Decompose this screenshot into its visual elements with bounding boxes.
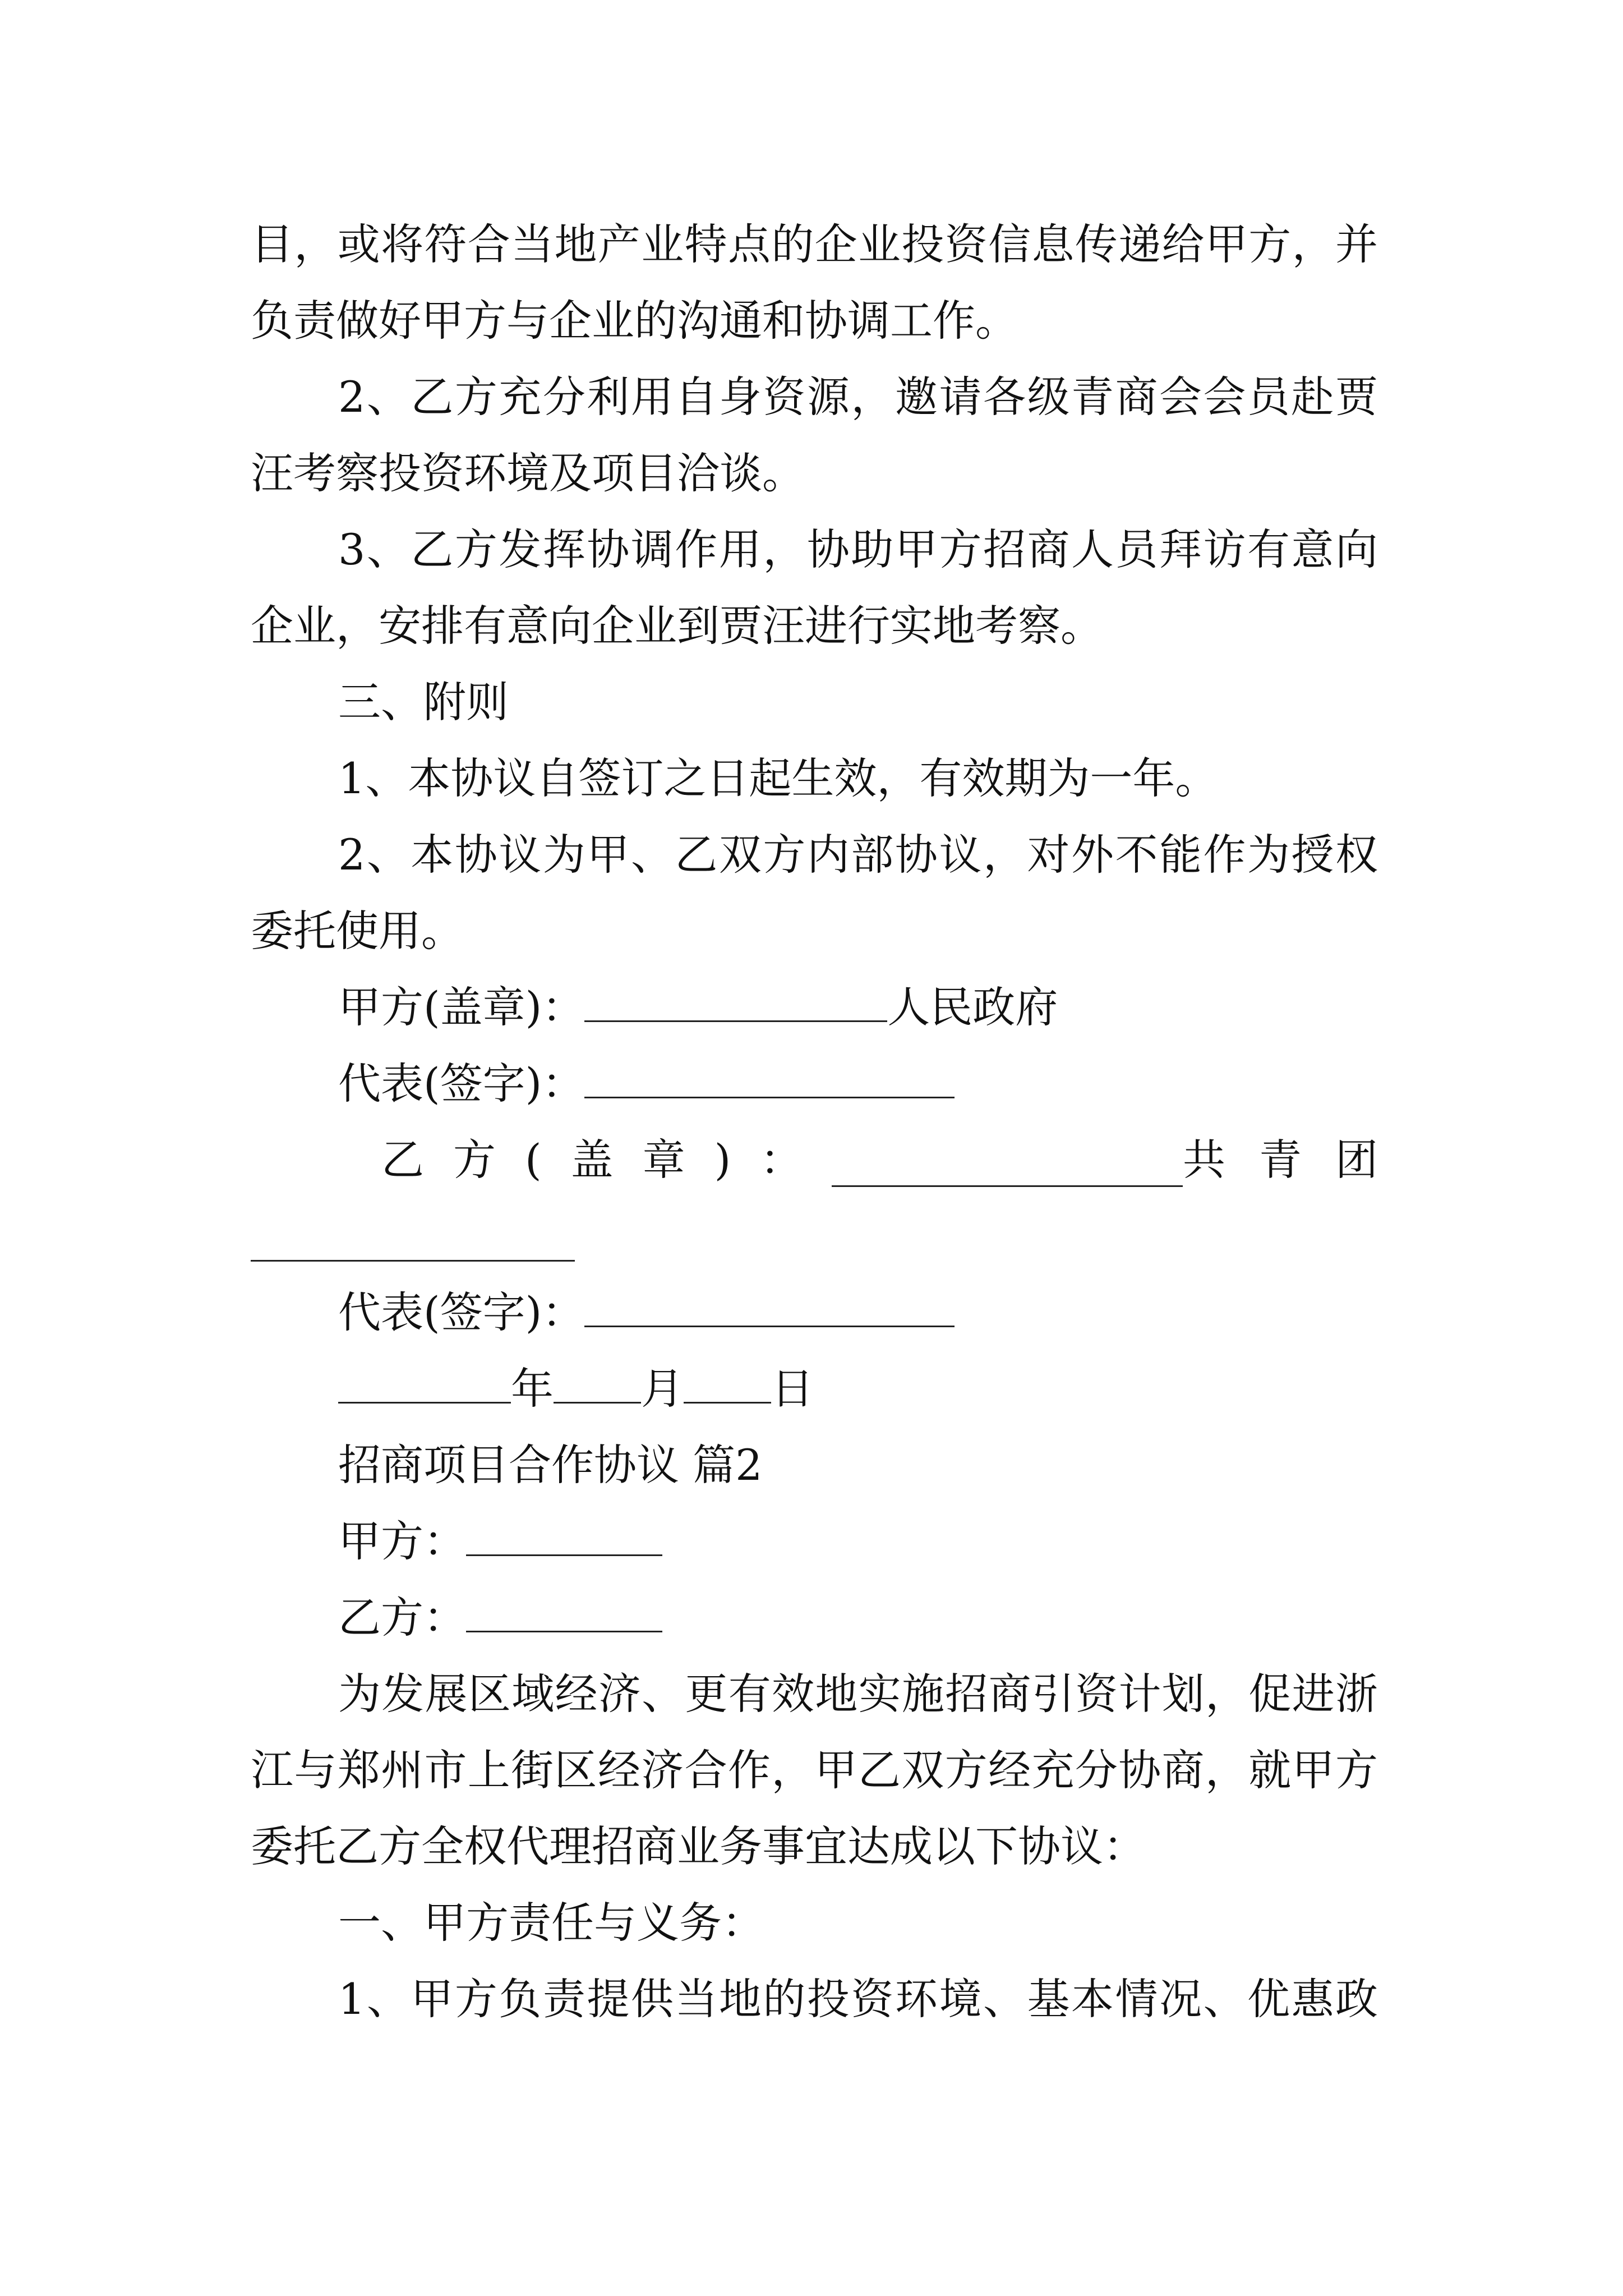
paragraph-line: 委托使用。 xyxy=(251,906,464,956)
paragraph-line: 汪考察投资环境及项目洽谈。 xyxy=(251,448,805,498)
party-a-name-blank xyxy=(466,1517,662,1556)
section-heading: 一、甲方责任与义务： xyxy=(338,1898,764,1948)
party-b-label: 乙方(盖章)： xyxy=(381,1135,832,1185)
day-label: 日 xyxy=(771,1364,814,1414)
party-b-continuation-blank xyxy=(251,1260,575,1262)
representative-sign-line-2 xyxy=(338,1286,1378,1340)
section-heading: 三、附则 xyxy=(338,677,509,727)
paragraph-line: 1、甲方负责提供当地的投资环境、基本情况、优惠政 xyxy=(338,1974,1378,2024)
year-blank xyxy=(338,1365,511,1404)
party-b-name-blank xyxy=(466,1594,662,1632)
year-label: 年 xyxy=(511,1364,554,1414)
representative-sign-line xyxy=(338,1057,1378,1111)
date-line xyxy=(338,1362,1378,1416)
party-b-seal-line xyxy=(381,1133,1412,1187)
paragraph-line: 江与郑州市上街区经济合作，甲乙双方经充分协商，就甲方 xyxy=(251,1745,1378,1795)
paragraph-line: 1、本协议自签订之日起生效，有效期为一年。 xyxy=(338,753,1218,803)
paragraph-line: 目，或将符合当地产业特点的企业投资信息传递给甲方，并 xyxy=(251,219,1378,269)
day-blank xyxy=(684,1365,771,1404)
paragraph-line: 负责做好甲方与企业的沟通和协调工作。 xyxy=(251,296,1018,346)
party-a-suffix: 人民政府 xyxy=(887,982,1058,1032)
party-a-blank xyxy=(584,983,887,1022)
party-b-suffix: 共青团 xyxy=(1183,1135,1412,1185)
rep-label: 代表(签字)： xyxy=(338,1059,585,1108)
paragraph-line: 企业，安排有意向企业到贾汪进行实地考察。 xyxy=(251,601,1103,651)
party-b-line xyxy=(338,1591,1378,1645)
party-a-label: 甲方(盖章)： xyxy=(338,982,585,1032)
paragraph-line: 委托乙方全权代理招商业务事宜达成以下协议： xyxy=(251,1821,1146,1871)
paragraph-line: 2、本协议为甲、乙双方内部协议，对外不能作为授权 xyxy=(338,830,1378,880)
party-b-name-label: 乙方： xyxy=(338,1593,466,1642)
rep-blank xyxy=(584,1060,955,1098)
month-blank xyxy=(554,1365,641,1404)
party-b-blank xyxy=(832,1148,1183,1187)
party-a-seal-line xyxy=(338,981,1378,1034)
rep2-label: 代表(签字)： xyxy=(338,1287,585,1337)
party-a-name-label: 甲方： xyxy=(338,1516,466,1566)
party-a-line xyxy=(338,1515,1378,1568)
month-label: 月 xyxy=(641,1364,684,1414)
paragraph-line: 2、乙方充分利用自身资源，邀请各级青商会会员赴贾 xyxy=(338,372,1378,422)
rep2-blank xyxy=(584,1289,955,1327)
paragraph-line: 3、乙方发挥协调作用，协助甲方招商人员拜访有意向 xyxy=(338,524,1378,574)
paragraph-line: 为发展区域经济、更有效地实施招商引资计划，促进浙 xyxy=(338,1669,1378,1719)
agreement-title: 招商项目合作协议 篇2 xyxy=(338,1440,763,1490)
